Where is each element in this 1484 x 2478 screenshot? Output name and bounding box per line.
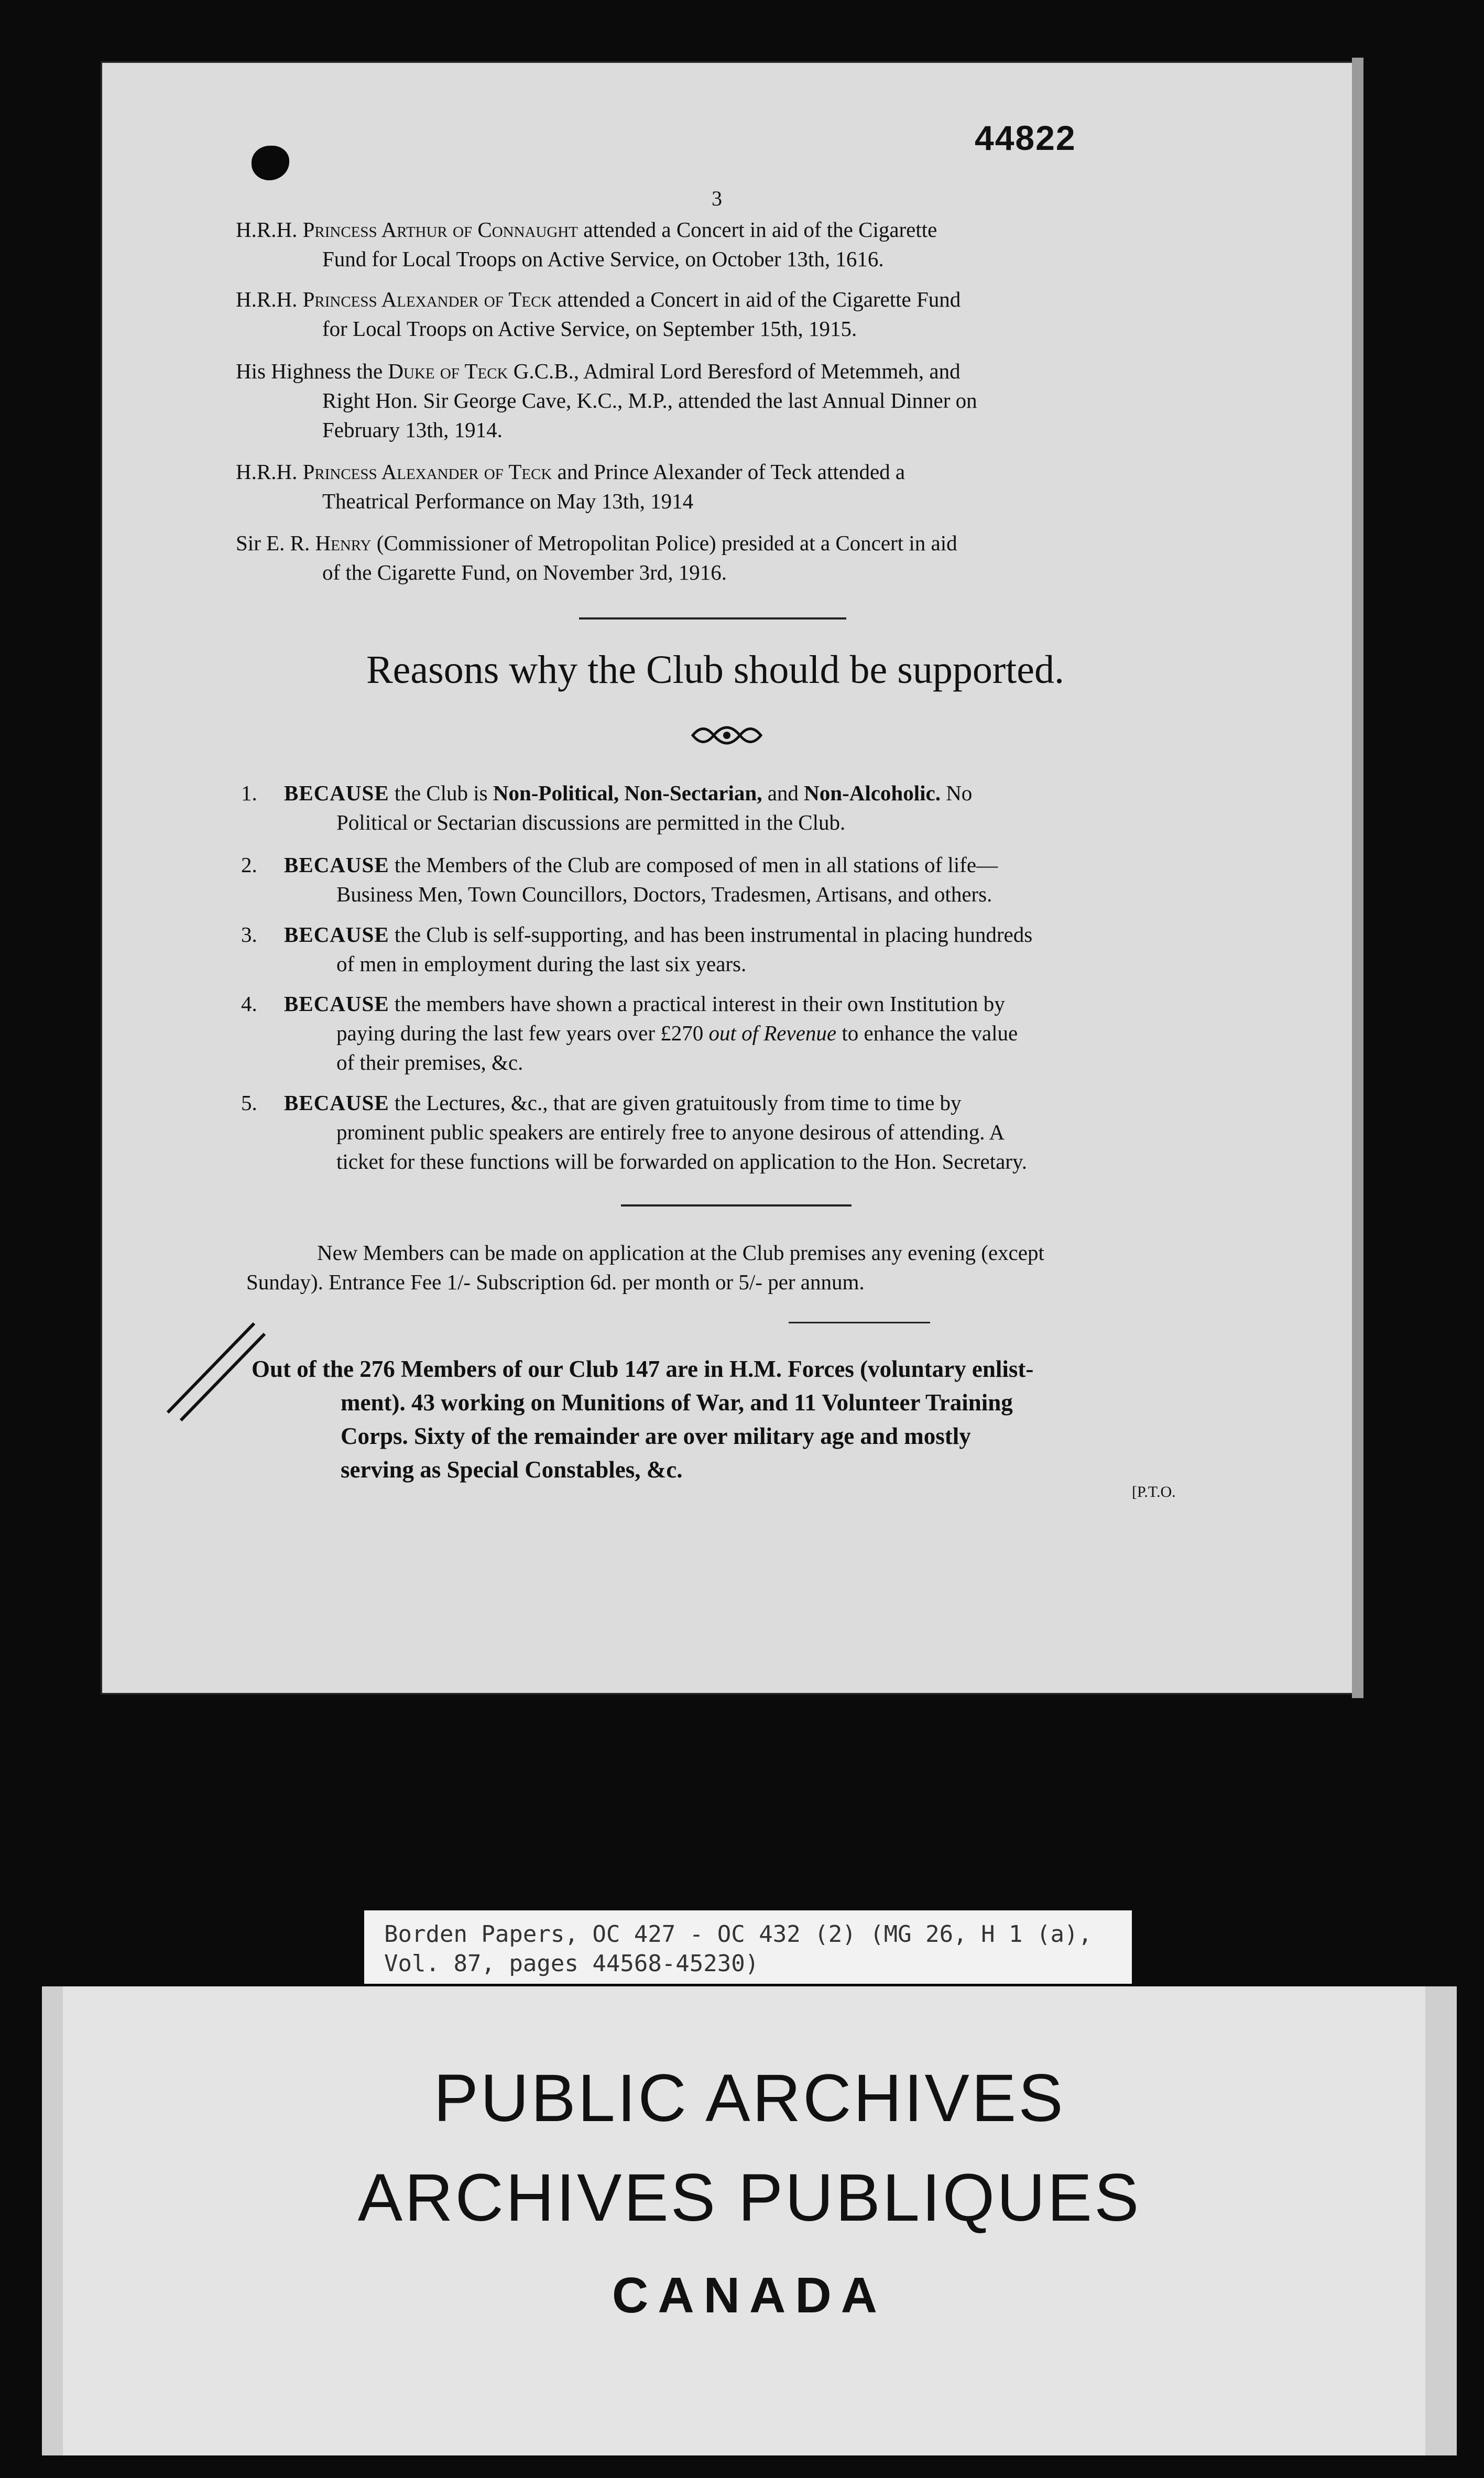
patron-entry: His Highness the Duke of Teck G.C.B., Admiral Lord Beresford of Metemmeh, and Right Hon. Sir George Cave, K.C., M.P., attended the last Annual Dinner on February 13th, 1914.	[236, 359, 977, 442]
archive-title-fr: ARCHIVES PUBLIQUES	[357, 2160, 1141, 2235]
page-number: 3	[712, 187, 722, 210]
pto-label: [P.T.O.	[1132, 1483, 1176, 1501]
patron-entry: H.R.H. Princess Alexander of Teck and Prince Alexander of Teck attended a Theatrical Performance on May 13th, 1914	[236, 460, 905, 513]
divider	[789, 1322, 930, 1323]
reason-item: 5. BECAUSE the Lectures, &c., that are given gratuitously from time to time by prominent public speakers are entirely free to anyone desirous of attending. A ticket for these functions will be forwarded on application to the Hon. Secretary.	[241, 1091, 1028, 1173]
reason-item: 3. BECAUSE the Club is self-supporting, and has been instrumental in placing hundreds of men in employment during the last six years.	[241, 922, 1033, 976]
patron-entry: H.R.H. Princess Alexander of Teck attended a Concert in aid of the Cigarette Fund for Local Troops on Active Service, on September 15th, 1915.	[236, 287, 961, 341]
section-heading: Reasons why the Club should be supported.	[366, 648, 1064, 692]
reason-item: 1. BECAUSE the Club is Non-Political, Non-Sectarian, and Non-Alcoholic. No Political or Sectarian discussions are permitted in the Club.	[241, 781, 973, 834]
stamp-number: 44822	[975, 118, 1076, 157]
ornament-icon	[688, 717, 766, 754]
archive-card	[42, 1986, 1457, 2455]
archive-reference-label: Borden Papers, OC 427 - OC 432 (2) (MG 26, H 1 (a), Vol. 87, pages 44568-45230)	[364, 1910, 1132, 1984]
reason-item: 2. BECAUSE the Members of the Club are composed of men in all stations of life— Business Men, Town Councillors, Doctors, Tradesmen, Artisans, and others.	[241, 853, 998, 906]
card-edge	[1425, 1986, 1457, 2455]
divider	[579, 617, 846, 620]
card-edge	[42, 1986, 63, 2455]
archive-title-en: PUBLIC ARCHIVES	[433, 2061, 1065, 2136]
patron-entry: Sir E. R. Henry (Commissioner of Metropolitan Police) presided at a Concert in aid of the Cigarette Fund, on November 3rd, 1916.	[236, 531, 957, 584]
page-edge	[1352, 58, 1363, 1698]
archive-country: CANADA	[612, 2267, 887, 2323]
forces-note: Out of the 276 Members of our Club 147 are in H.M. Forces (voluntary enlist- ment). 43 working on Munitions of War, and 11 Volunteer Training Corps. Sixty of the remainder are over military age and mostly serving as Special Constables, &c.	[252, 1356, 1034, 1483]
reason-item: 4. BECAUSE the members have shown a practical interest in their own Institution by paying during the last few years over £270 out of Revenue to enhance the value of their premises, &c.	[241, 992, 1018, 1074]
divider	[621, 1204, 852, 1207]
membership-note: New Members can be made on application at the Club premises any evening (except Sunday). Entrance Fee 1/- Subscription 6d. per month or 5/- per annum.	[246, 1241, 1044, 1294]
patron-entry: H.R.H. Princess Arthur of Connaught attended a Concert in aid of the Cigarette Fund for Local Troops on Active Service, on October 13th, 1616.	[236, 218, 937, 271]
